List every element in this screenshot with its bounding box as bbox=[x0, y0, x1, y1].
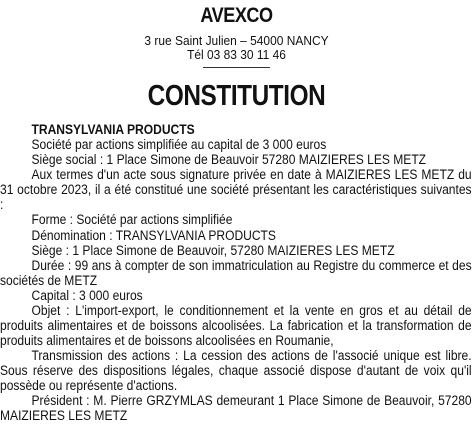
notice-heading: CONSTITUTION bbox=[147, 80, 326, 112]
notice-paragraph: Siège social : 1 Place Simone de Beauvoir 57280 MAIZIERES LES METZ bbox=[31, 152, 427, 168]
agency-address: 3 rue Saint Julien – 54000 NANCY bbox=[144, 33, 329, 48]
company-title: TRANSYLVANIA PRODUCTS bbox=[31, 122, 195, 137]
notice-paragraph: Transmission des actions : La cession des actions de l'associé unique est libre. Sous réserve des dispositions légales, chaque associé dispose d'autant de voix qu'il possède ou représente d'actions. bbox=[0, 348, 472, 394]
notice-paragraph: Durée : 99 ans à compter de son immatriculation au Registre du commerce et des sociétés de METZ bbox=[0, 257, 472, 288]
header-divider bbox=[203, 67, 270, 68]
notice-paragraph: Dénomination : TRANSYLVANIA PRODUCTS bbox=[31, 227, 276, 243]
notice-paragraph: Siège : 1 Place Simone de Beauvoir, 57280 MAIZIERES LES METZ bbox=[31, 242, 395, 258]
notice-paragraph: Capital : 3 000 euros bbox=[31, 287, 143, 303]
notice-paragraph: Aux termes d'un acte sous signature privée en date à MAIZIERES LES METZ du 31 octobre 2023, il a été constitué une société présentant les caractéristiques suivantes : bbox=[0, 167, 472, 213]
agency-name: AVEXCO bbox=[200, 4, 273, 27]
agency-phone: Tél 03 83 30 11 46 bbox=[187, 47, 286, 62]
notice-body bbox=[0, 122, 472, 424]
notice-paragraph: Société par actions simplifiée au capital de 3 000 euros bbox=[31, 137, 327, 153]
notice-paragraph: Objet : L'import-export, le conditionnement et la vente en gros et au détail de produits alimentaires et de boissons alcoolisées. La fabrication et la transformation de produits alimentaires et de boissons alcoolisées en Roumanie, bbox=[0, 302, 472, 349]
notice-paragraph: Président : M. Pierre GRZYMLAS demeurant 1 Place Simone de Beauvoir, 57280 MAIZIERES LES METZ bbox=[0, 393, 472, 424]
notice-paragraph: Forme : Société par actions simplifiée bbox=[31, 212, 233, 228]
